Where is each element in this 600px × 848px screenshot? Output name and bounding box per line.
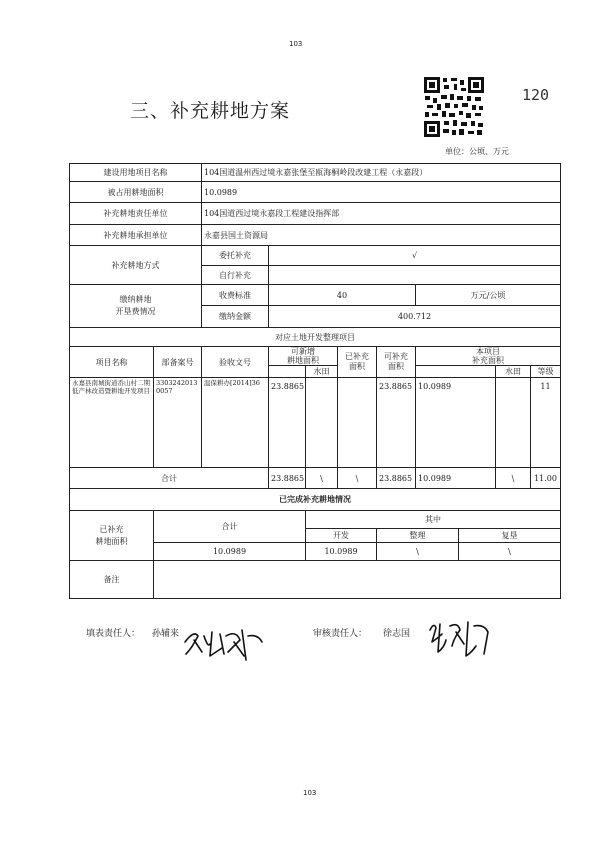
header-new-area xyxy=(269,347,338,366)
row-available: 23.8865 xyxy=(377,378,416,468)
row-this-paddy xyxy=(496,378,531,468)
row-supplemented xyxy=(338,378,377,468)
header-new-area-line2: 耕地面积 xyxy=(287,356,319,365)
header-this-project xyxy=(416,347,561,366)
header-this-paddy: 水田 xyxy=(496,366,531,378)
header-record-no: 部备案号 xyxy=(154,347,202,378)
total-new-area: 23.8865 xyxy=(269,468,306,489)
project-name-label: 建设用地项目名称 xyxy=(70,164,202,182)
fee-standard-label: 收费标准 xyxy=(202,285,269,306)
row-accept-doc: 温保耕办[2014]36 xyxy=(202,378,269,468)
header-this-project-total xyxy=(416,366,496,378)
page-number-bottom: 103 xyxy=(303,789,317,797)
done-area-label-line1: 已补充 xyxy=(99,524,124,534)
done-reclaim-value: \ xyxy=(459,543,561,561)
qr-code-icon xyxy=(423,76,485,138)
undertaker-unit-value: 永嘉县国土资源局 xyxy=(202,225,561,246)
reviewer-name: 徐志国 xyxy=(383,629,411,639)
header-project-name: 项目名称 xyxy=(70,347,154,378)
total-label: 合计 xyxy=(70,468,269,489)
occupied-area-value: 10.0989 xyxy=(202,182,561,203)
done-total-label: 合计 xyxy=(154,511,306,543)
total-supplemented: \ xyxy=(338,468,377,489)
page-number-top: 103 xyxy=(289,40,303,48)
total-this-paddy: \ xyxy=(496,468,531,489)
responsible-unit-value: 104国道西过境永嘉段工程建设指挥部 xyxy=(202,203,561,225)
header-this-project-line2: 补充面积 xyxy=(472,356,505,365)
filler-name: 孙辅来 xyxy=(152,629,180,639)
header-available xyxy=(377,347,416,378)
table-row-total xyxy=(70,468,561,489)
header-paddy: 水田 xyxy=(306,366,338,378)
method-entrust-label: 委托补充 xyxy=(202,246,269,266)
row-project-name: 永嘉县南城街道岙山村二期低产林改造暨耕地开发项目 xyxy=(70,378,154,468)
fee-standard-value: 40 xyxy=(269,285,416,306)
total-available: 23.8865 xyxy=(377,468,416,489)
done-consolidate-label: 整理 xyxy=(377,529,459,543)
land-info-table xyxy=(69,163,561,599)
total-this-project: 10.0989 xyxy=(416,468,496,489)
filler-label: 填表责任人： xyxy=(86,629,141,639)
dev-section-title: 对应土地开发整理项目 xyxy=(70,328,561,347)
header-available-line2: 面积 xyxy=(388,362,404,371)
page-title: 三、补充耕地方案 xyxy=(130,100,291,122)
header-new-area-line1: 可新增 xyxy=(291,347,315,356)
table-row xyxy=(70,378,561,468)
reclamation-fee-label-line2: 开垦费情况 xyxy=(115,307,156,316)
done-consolidate-value: \ xyxy=(377,543,459,561)
header-new-area-total xyxy=(269,366,306,378)
project-name-value: 104国道温州西过境永嘉张堡至瓯海桐岭段改建工程（永嘉段） xyxy=(202,164,561,182)
filler-signature xyxy=(180,622,270,666)
done-area-label xyxy=(70,511,154,561)
row-paddy xyxy=(306,378,338,468)
reclamation-fee-label xyxy=(70,285,202,328)
row-record-no: 33032420130057 xyxy=(154,378,202,468)
handwritten-number: 120 xyxy=(522,86,550,104)
method-self-label: 自行补充 xyxy=(202,266,269,285)
done-develop-value: 10.0989 xyxy=(306,543,377,561)
done-reclaim-label: 复垦 xyxy=(459,529,561,543)
responsible-unit-label: 补充耕地责任单位 xyxy=(70,203,202,225)
fee-standard-unit: 万元/公顷 xyxy=(416,285,561,306)
reviewer-signature xyxy=(424,616,496,664)
undertaker-unit-label: 补充耕地承担单位 xyxy=(70,225,202,246)
done-section-title: 已完成补充耕地情况 xyxy=(70,489,561,511)
total-paddy: \ xyxy=(306,468,338,489)
row-new-area: 23.8865 xyxy=(269,378,306,468)
row-grade: 11 xyxy=(531,378,561,468)
remarks-label: 备注 xyxy=(70,561,154,599)
total-grade: 11.00 xyxy=(531,468,561,489)
fee-amount-value: 400.712 xyxy=(269,306,561,328)
occupied-area-label: 被占用耕地面积 xyxy=(70,182,202,203)
unit-note: 单位：公顷、万元 xyxy=(445,147,509,156)
reviewer-label: 审核责任人： xyxy=(313,629,368,639)
method-self-value xyxy=(269,266,561,285)
remarks-value xyxy=(154,561,561,599)
done-develop-label: 开发 xyxy=(306,529,377,543)
header-accept-doc: 验收文号 xyxy=(202,347,269,378)
row-this-project: 10.0989 xyxy=(416,378,496,468)
done-area-label-line2: 耕地面积 xyxy=(95,536,128,546)
fee-amount-label: 缴纳金额 xyxy=(202,306,269,328)
header-grade: 等级 xyxy=(531,366,561,378)
supplement-method-label: 补充耕地方式 xyxy=(70,246,202,285)
method-entrust-checkmark: √ xyxy=(269,246,561,266)
header-supplemented xyxy=(338,347,377,378)
done-total-value: 10.0989 xyxy=(154,543,306,561)
done-of-which-label: 其中 xyxy=(306,511,561,529)
header-this-project-line1: 本项目 xyxy=(476,347,501,356)
header-supplemented-line2: 面积 xyxy=(349,362,365,371)
reclamation-fee-label-line1: 缴纳耕地 xyxy=(119,295,152,304)
header-available-line1: 可补充 xyxy=(384,352,408,361)
header-supplemented-line1: 已补充 xyxy=(345,352,369,361)
